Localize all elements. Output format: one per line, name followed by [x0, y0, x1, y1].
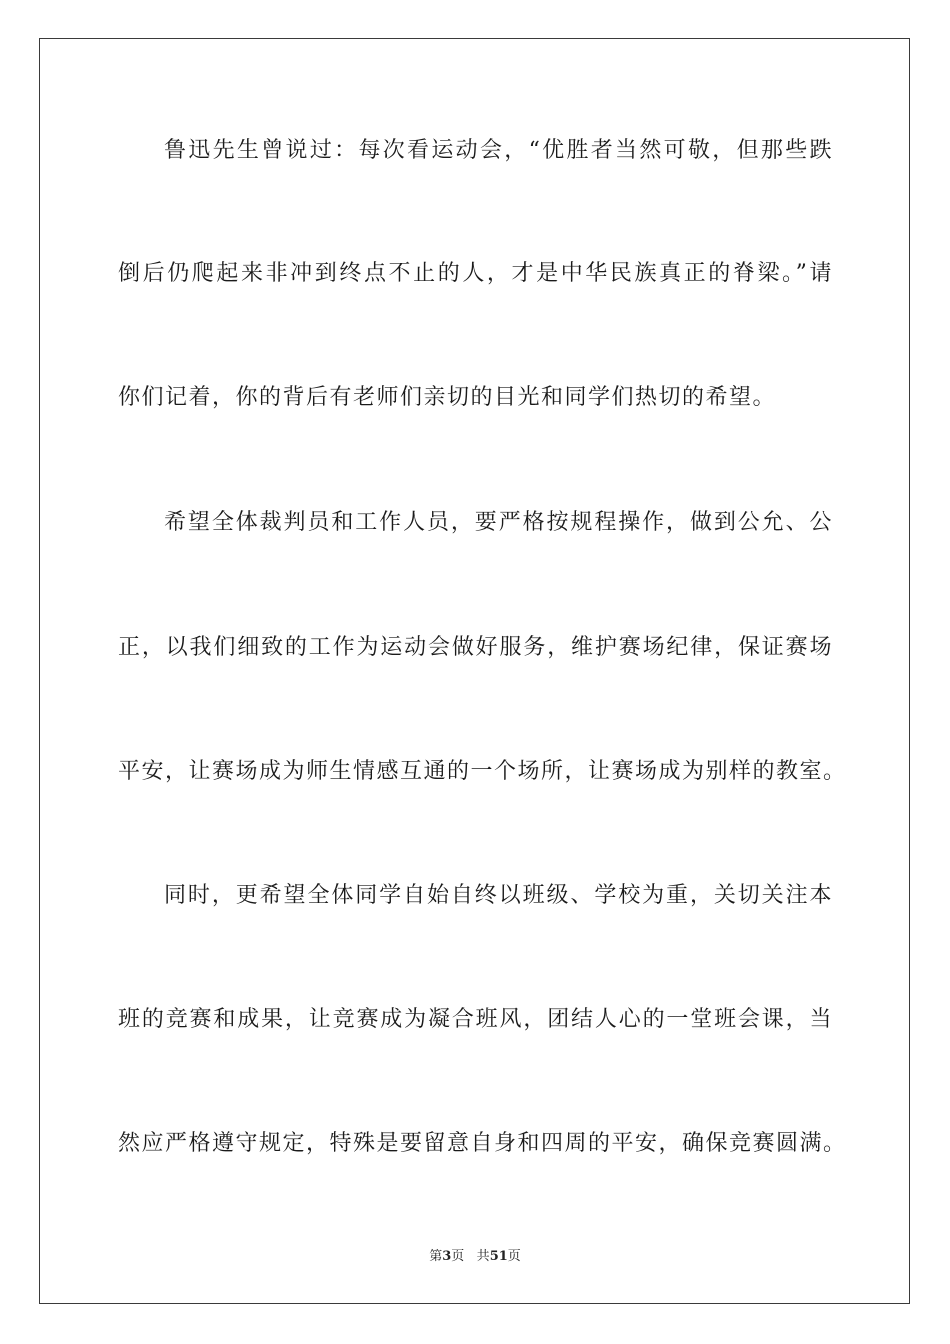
page-prefix: 第: [429, 1249, 443, 1264]
page-suffix: 页: [451, 1249, 465, 1264]
page-number: 3: [442, 1249, 452, 1264]
paragraph-2-line-1: 希望全体裁判员和工作人员，要严格按规程操作，做到公允、公: [164, 510, 833, 535]
paragraph-1-line-3: 你们记着，你的背后有老师们亲切的目光和同学们热切的希望。: [118, 385, 777, 410]
paragraph-3-line-1: 同时，更希望全体同学自始自终以班级、学校为重，关切关注本: [164, 883, 833, 908]
page-border: [39, 38, 910, 1304]
paragraph-1-line-2: 倒后仍爬起来非冲到终点不止的人，才是中华民族真正的脊梁。”请: [118, 261, 833, 286]
total-pages: 51: [489, 1249, 508, 1264]
total-prefix: 共: [476, 1249, 490, 1264]
total-suffix: 页: [507, 1249, 521, 1264]
paragraph-1-line-1: 鲁迅先生曾说过：每次看运动会，“优胜者当然可敬，但那些跌: [164, 138, 833, 163]
paragraph-3-line-3: 然应严格遵守规定，特殊是要留意自身和四周的平安，确保竞赛圆满。: [118, 1131, 847, 1156]
paragraph-2-line-3: 平安，让赛场成为师生情感互通的一个场所，让赛场成为别样的教室。: [118, 759, 847, 784]
page-footer: [0, 1248, 950, 1266]
paragraph-2-line-2: 正，以我们细致的工作为运动会做好服务，维护赛场纪律，保证赛场: [118, 635, 833, 660]
paragraph-3-line-2: 班的竞赛和成果，让竞赛成为凝合班风，团结人心的一堂班会课，当: [118, 1007, 833, 1032]
